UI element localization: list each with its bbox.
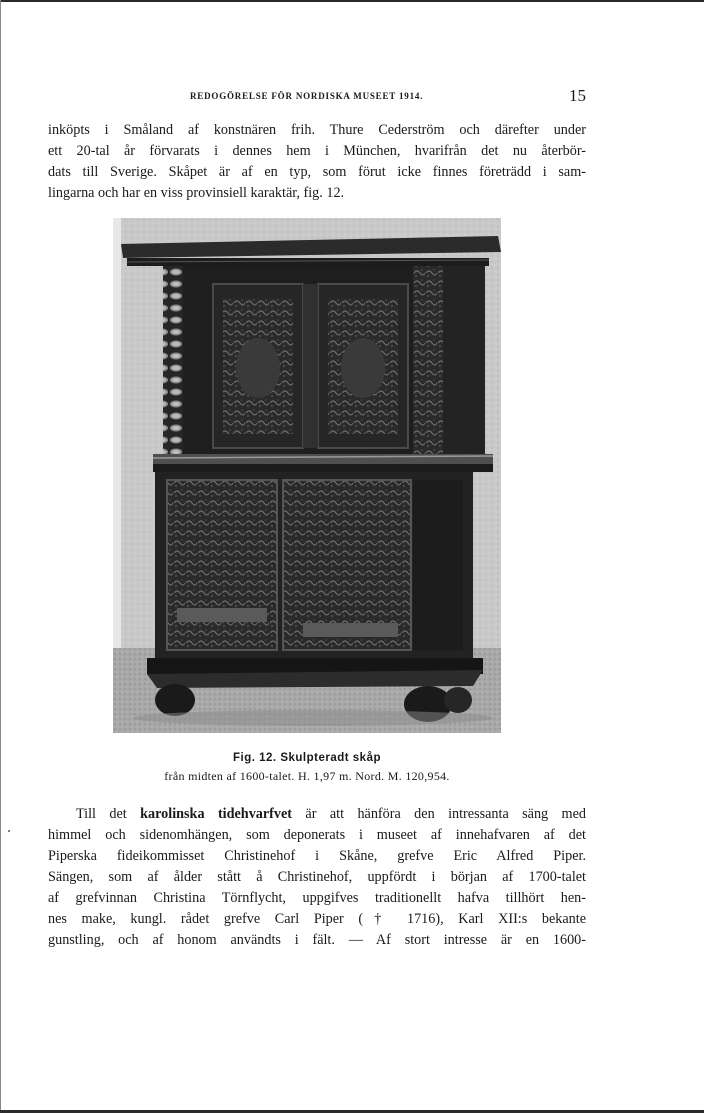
paragraph-1-line: ett 20-tal år förvarats i dennes hem i München, hvarifrån det nu återbör- — [48, 143, 586, 159]
page-left-edge — [0, 0, 1, 1113]
paragraph-1-line: lingarna och har en viss provinsiell karaktär, fig. 12. — [48, 185, 345, 201]
running-head: REDOGÖRELSE FÖR NORDISKA MUSEET 1914. — [190, 91, 424, 101]
paragraph-2-line: Sängen, som af ålder stått å Christinehof, uppfördt i början af 1700-talet — [48, 869, 586, 885]
paragraph-2-line: himmel och sidenomhängen, som deponerats i museet af innehafvaren af det — [48, 827, 586, 843]
paragraph-2-lead-rest: är att hänföra den intressanta säng med — [292, 806, 586, 822]
print-speck — [8, 830, 10, 832]
page-number: 15 — [569, 86, 586, 105]
paragraph-2-line: gunstling, och af honom användts i fält. — Af stort intresse är en 1600- — [48, 932, 586, 948]
paragraph-2-first-line — [48, 804, 586, 825]
paragraph-1-line: inköpts i Småland af konstnären frih. Thure Cederström och därefter under — [48, 122, 586, 138]
paragraph-2 — [48, 804, 586, 951]
paragraph-1 — [48, 120, 586, 204]
carved-cabinet-photograph-icon — [113, 218, 501, 733]
figure-caption-title: Fig. 12. Skulpteradt skåp — [233, 752, 381, 764]
figure-photograph — [113, 218, 501, 733]
paragraph-2-line: nes make, kungl. rådet grefve Carl Piper († 1716), Karl XII:s bekante — [48, 911, 586, 927]
paragraph-1-line: dats till Sverige. Skåpet är af en typ, som förut icke finnes företrädd i sam- — [48, 164, 586, 180]
paragraph-2-line: af grefvinnan Christina Törnflycht, uppgifves traditionellt hafva tillhört hen- — [48, 890, 586, 906]
paragraph-2-bold-term: karolinska tidehvarfvet — [140, 806, 293, 822]
page-top-edge — [0, 0, 704, 2]
paragraph-2-lead-text: Till det — [76, 806, 141, 822]
figure-caption-detail: från midten af 1600-talet. H. 1,97 m. Nord. M. 120,954. — [164, 769, 450, 783]
paragraph-2-line: Piperska fideikommisset Christinehof i Skåne, grefve Eric Alfred Piper. — [48, 848, 586, 864]
